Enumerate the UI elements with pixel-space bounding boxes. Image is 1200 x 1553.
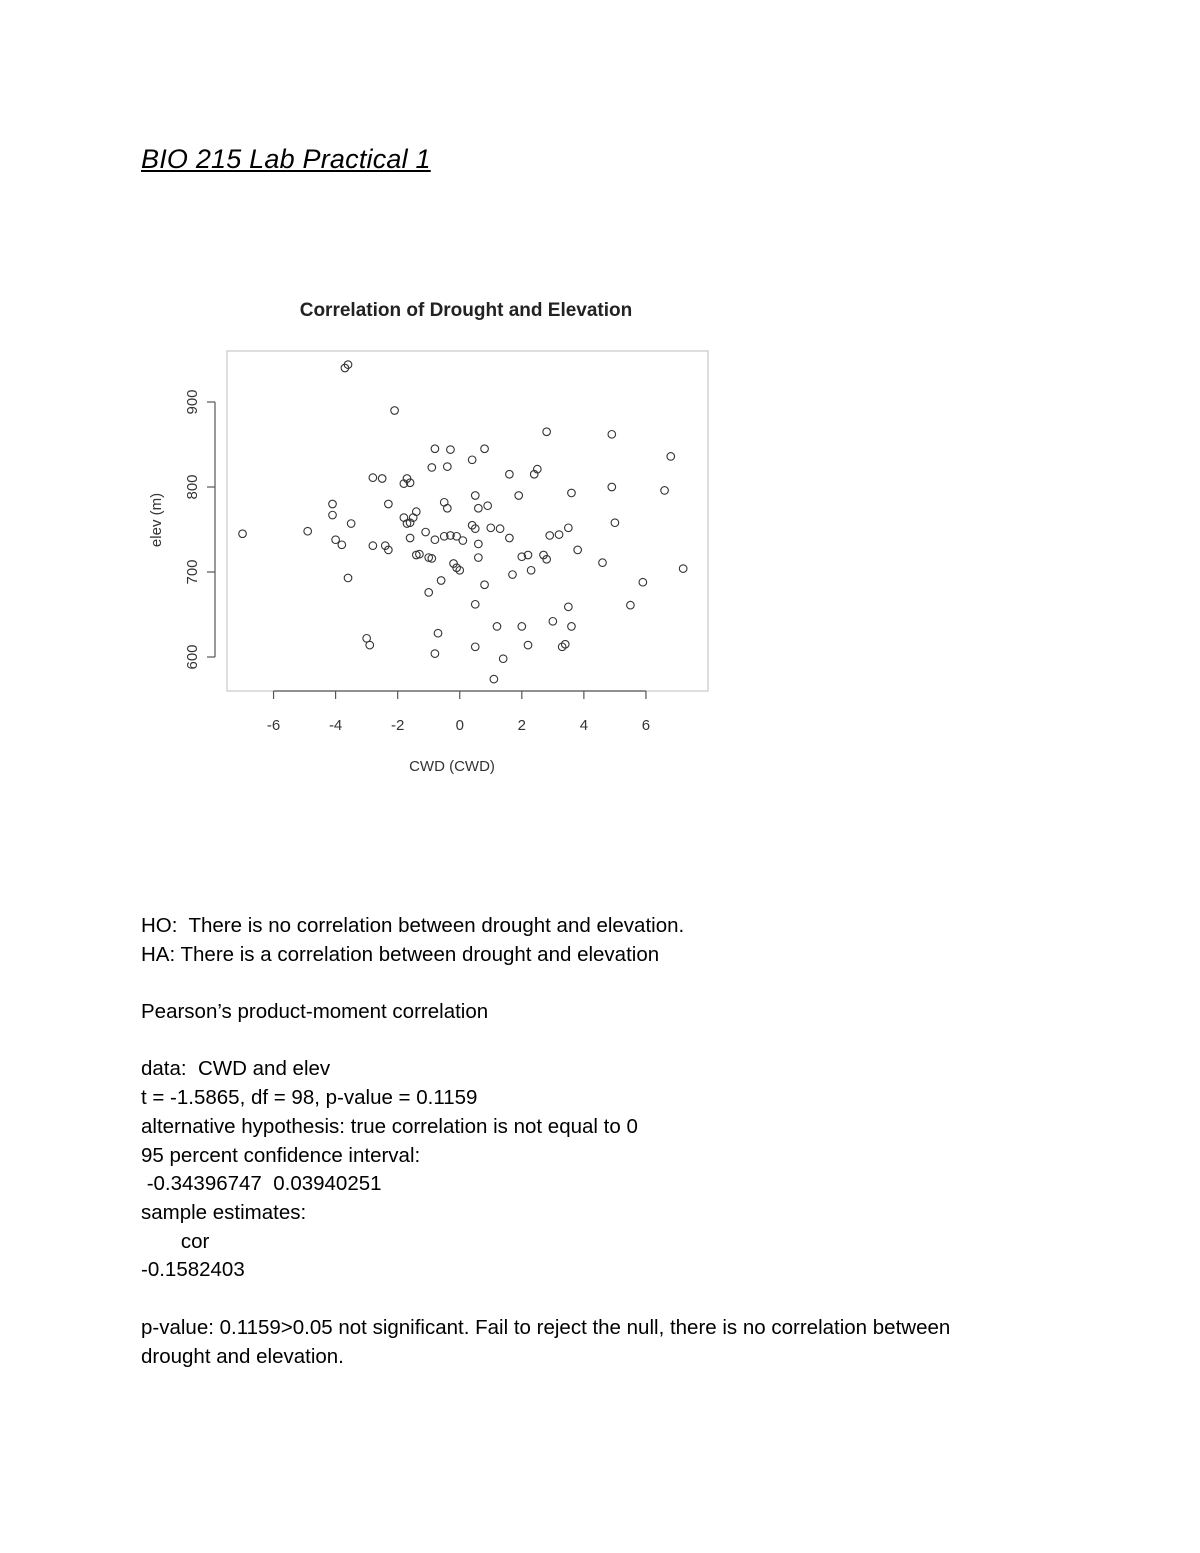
- x-tick-label: 0: [455, 717, 464, 734]
- scatter-point: [481, 445, 489, 453]
- scatter-point: [329, 500, 337, 508]
- estimate-name: cor: [141, 1230, 210, 1253]
- x-tick-label: 4: [579, 717, 589, 734]
- conclusion-line-2: drought and elevation.: [141, 1345, 344, 1368]
- scatter-point: [679, 565, 687, 573]
- test-alternative-line: alternative hypothesis: true correlation is not equal to 0: [141, 1115, 638, 1138]
- scatter-point: [565, 603, 573, 611]
- scatter-point: [515, 492, 523, 500]
- y-axis-label: elev (m): [148, 492, 165, 548]
- scatter-chart: [140, 290, 740, 790]
- scatter-point: [366, 641, 374, 649]
- y-tick-label: 600: [184, 644, 201, 670]
- scatter-point: [471, 643, 479, 651]
- scatter-point: [608, 431, 616, 439]
- scatter-point: [527, 567, 535, 575]
- test-stats-line: t = -1.5865, df = 98, p-value = 0.1159: [141, 1086, 478, 1109]
- scatter-point: [524, 641, 532, 649]
- x-tick-label: -4: [328, 717, 343, 734]
- scatter-point: [599, 559, 607, 567]
- scatter-point: [475, 540, 483, 548]
- scatter-point: [627, 601, 635, 609]
- plot-frame: [227, 351, 708, 691]
- y-tick-label: 900: [184, 389, 201, 415]
- scatter-point: [369, 474, 377, 482]
- x-tick-label: -2: [391, 717, 405, 734]
- scatter-point: [475, 554, 483, 562]
- scatter-point: [431, 536, 439, 544]
- scatter-point: [496, 525, 504, 533]
- scatter-point: [568, 489, 576, 497]
- x-tick-label: -6: [266, 717, 281, 734]
- scatter-point: [444, 504, 452, 512]
- chart-title: Correlation of Drought and Elevation: [299, 300, 633, 321]
- scatter-point: [406, 534, 414, 542]
- y-tick-label: 700: [184, 559, 201, 585]
- scatter-point: [506, 534, 514, 542]
- scatter-point: [611, 519, 619, 527]
- scatter-point: [546, 532, 554, 540]
- scatter-point: [385, 500, 393, 508]
- sample-estimates-label: sample estimates:: [141, 1201, 307, 1224]
- scatter-point: [412, 508, 420, 516]
- scatter-point: [437, 577, 445, 585]
- x-axis-label: CWD (CWD): [409, 758, 495, 775]
- y-tick-label: 800: [184, 474, 201, 500]
- confidence-interval-values: -0.34396747 0.03940251: [141, 1172, 382, 1195]
- chart-svg: [140, 290, 740, 790]
- x-axis: [267, 691, 650, 734]
- scatter-point: [434, 629, 442, 637]
- scatter-point: [444, 463, 452, 471]
- scatter-point: [468, 456, 476, 464]
- scatter-point: [506, 470, 514, 478]
- scatter-point: [344, 574, 352, 582]
- scatter-point: [661, 487, 669, 495]
- estimate-value: -0.1582403: [141, 1258, 245, 1281]
- hypothesis-alternative: HA: There is a correlation between drought and elevation: [141, 943, 660, 966]
- scatter-point: [481, 581, 489, 589]
- conclusion-line-1: p-value: 0.1159>0.05 not significant. Fail to reject the null, there is no correlation between: [141, 1316, 951, 1339]
- scatter-point: [565, 524, 573, 532]
- scatter-point: [471, 601, 479, 609]
- scatter-point: [499, 655, 507, 663]
- x-tick-label: 2: [517, 717, 526, 734]
- data-points: [239, 361, 687, 683]
- scatter-point: [555, 531, 563, 539]
- scatter-point: [347, 520, 355, 528]
- scatter-point: [484, 502, 492, 510]
- scatter-point: [518, 623, 526, 631]
- hypothesis-null: HO: There is no correlation between drought and elevation.: [141, 914, 685, 937]
- x-tick-label: 6: [641, 717, 651, 734]
- scatter-point: [608, 483, 616, 491]
- scatter-point: [475, 504, 483, 512]
- scatter-point: [391, 407, 399, 415]
- scatter-point: [431, 445, 439, 453]
- scatter-point: [378, 475, 386, 483]
- scatter-point: [338, 541, 346, 549]
- scatter-point: [574, 546, 582, 554]
- scatter-point: [447, 446, 455, 454]
- scatter-point: [490, 675, 498, 683]
- scatter-point: [493, 623, 501, 631]
- scatter-point: [667, 453, 675, 461]
- scatter-point: [304, 527, 312, 535]
- test-method: Pearson’s product-moment correlation: [141, 1000, 489, 1023]
- scatter-point: [239, 530, 247, 538]
- scatter-point: [471, 492, 479, 500]
- scatter-point: [369, 542, 377, 550]
- document-title: BIO 215 Lab Practical 1: [141, 144, 431, 174]
- confidence-interval-label: 95 percent confidence interval:: [141, 1144, 421, 1167]
- test-data-line: data: CWD and elev: [141, 1057, 331, 1080]
- scatter-point: [487, 524, 495, 532]
- scatter-point: [425, 589, 433, 597]
- y-axis: [184, 389, 215, 669]
- scatter-point: [329, 511, 337, 519]
- scatter-point: [459, 537, 467, 545]
- scatter-point: [509, 571, 517, 579]
- scatter-point: [549, 618, 557, 626]
- scatter-point: [543, 428, 551, 436]
- scatter-point: [422, 528, 430, 536]
- scatter-point: [428, 464, 436, 472]
- scatter-point: [568, 623, 576, 631]
- scatter-point: [639, 578, 647, 586]
- scatter-point: [431, 650, 439, 658]
